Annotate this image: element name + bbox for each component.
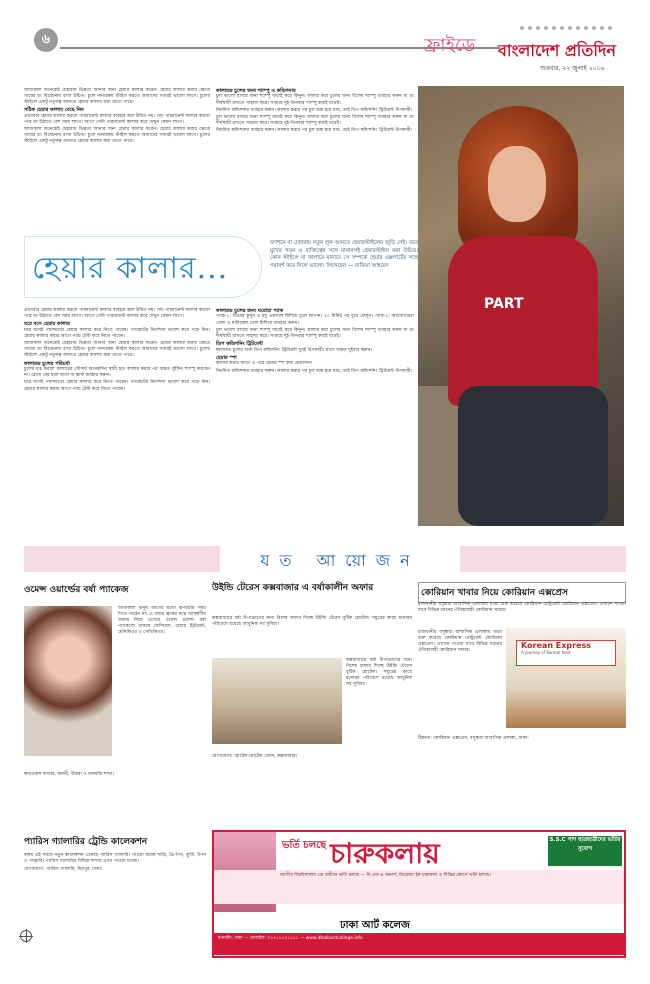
article-paragraph: ঘরে বসেই পছন্দমতো হেয়ার কালার করে নিতে পারেন। প্যাকেটের নির্দেশনা ভালো করে পড়ে নিন। হেয়ার কালার করার আগে প্যাচ টেস্ট করে নিতে পারেন।: [24, 380, 210, 392]
article-paragraph: চুল ভালো রাখার জন্য শ্যাম্পু যাচাই করে কিনুন। কালার করা চুলের জন্য বিশেষ শ্যাম্পু ব্যবহার করুন যা রং দীর্ঘস্থায়ী রাখতে সাহায্য করে। সপ্তাহে দুই-তিনবার শ্যাম্পু করাই যথেষ্ট।: [216, 94, 414, 106]
article-subheading: হেয়ার স্পা: [216, 354, 237, 361]
admission-info-strip: [214, 870, 624, 904]
decor-dots: [518, 24, 614, 32]
model-photo: [24, 606, 112, 756]
college-name: ঢাকা আর্ট কলেজ: [340, 920, 410, 931]
ad-title: উইন্ডি টেরেস কক্সবাজার এ বর্ষাকালীন অফার: [212, 583, 374, 593]
ad-title: কোরিয়ান খাবার নিয়ে কোরিয়ান এক্সপ্রেস: [418, 582, 626, 603]
article-paragraph: কালারড চুলের জন্য ডিপ কন্ডিশনিং ট্রিটমেন্ট খুবই উপকারী। মাসে অন্তত দুইবার করুন।: [216, 347, 372, 353]
article-paragraph: আজকাল অনেকেই চেহারায় ভিন্নতা আনার জন্য হেয়ার কালার করেন। হেয়ার কালার করার ক্ষেত্রে গায়ের রং বিবেচনায় রাখা উচিত। চুলে নানারকম স্টাইল করতে আমাদের সবারই ভালো লাগে। চুলের স্টাইলে একটু নতুনত্ব আনতে হেয়ার কালার করা যেতে পারে।: [24, 88, 210, 106]
restaurant-photo: [506, 628, 626, 728]
article-column-middle-bottom: [216, 308, 414, 376]
section-name: ফ্রাইডে: [424, 35, 476, 56]
ad-contact: কারওয়ান বাজার, বনানী, উত্তরা ও ধানমন্ডি শাখা।: [24, 772, 114, 777]
article-paragraph: নিয়মিত কন্ডিশনার ব্যবহার করুন। কালার করার পর চুল শুষ্ক হয়ে যায়, তাই ডিপ কন্ডিশনিং ট্রিটমেন্ট উপকারী।: [216, 368, 413, 374]
article-column-left-top: [24, 88, 210, 147]
ad-body: বর্ষায় এই সময়ে নতুন কালেকশন এনেছে প্যারিস গ্যালারি। পাওয়া যাচ্ছে শাড়ি, থ্রি-পিস, কুর্তি, টপস ও পাঞ্জাবি। প্যারিস গ্যালারির বিভিন্ন শাখায় এসব পাওয়া যাচ্ছে।: [24, 853, 206, 865]
article-paragraph: চুল ভালো রাখার জন্য শ্যাম্পু যাচাই করে কিনুন। কালার করা চুলের জন্য বিশেষ শ্যাম্পু ব্যবহার করুন যা রং দীর্ঘস্থায়ী রাখতে সাহায্য করে। সপ্তাহে দুই-তিনবার শ্যাম্পু করাই যথেষ্ট।: [216, 115, 414, 127]
ad-korean-express: [418, 582, 626, 822]
ad-body: কক্সবাজারে বর্ষা উপভোগের জন্য বিশেষ অফার দিচ্ছে উইন্ডি টেরেস বুটিক হোটেল। সমুদ্রের কাছে মনোরম পরিবেশে রয়েছে আধুনিক সব সুবিধা।: [346, 658, 412, 688]
newspaper-masthead: বাংলাদেশ প্রতিদিন: [498, 41, 616, 60]
ad-body: রাজধানীর বসুন্ধরা আবাসিক এলাকায় যাত্রা শুরু করেছে কোরিয়ান রেস্টুরেন্ট কোরিয়ান এক্সপ্রেস। এখানে পাওয়া যাবে বিভিন্ন ধরনের ঐতিহ্যবাহী কোরিয়ান খাবার।: [418, 630, 502, 654]
article-paragraph: চুল ভালো রাখার জন্য শ্যাম্পু যাচাই করে কিনুন। কালার করা চুলের জন্য বিশেষ শ্যাম্পু ব্যবহার করুন যা রং দীর্ঘস্থায়ী রাখতে সাহায্য করে। সপ্তাহে দুই-তিনবার শ্যাম্পু করাই যথেষ্ট।: [216, 327, 414, 339]
article-paragraph: কালার করার আগে ও পরে হেয়ার স্পা করা প্রয়োজন।: [216, 361, 313, 367]
hotel-room-photo: [212, 658, 342, 744]
registration-mark-icon: [20, 930, 32, 942]
article-paragraph: প্রথমবার হেয়ার কালার করলে পারমানেন্ট কালার ব্যবহার করা উচিত নয়। গাঢ় পারমানেন্ট কালার করলে পরে তা উঠাতে বেশ সময় লাগে। আগে সেমি পারমানেন্ট কালার করে দেখুন কেমন লাগে।: [24, 308, 210, 320]
charukola-title: চারুকলায়: [330, 837, 440, 870]
ad-contact: ঠিকানা: কোরিয়ান এক্সপ্রেস, বসুন্ধরা আবাসিক এলাকা, ঢাকা।: [418, 736, 529, 741]
article-paragraph: প্রথমবার হেয়ার কালার করলে পারমানেন্ট কালার ব্যবহার করা উচিত নয়। গাঢ় পারমানেন্ট কালার করলে পরে তা উঠাতে বেশ সময় লাগে। আগে সেমি পারমানেন্ট কালার করে দেখুন কেমন লাগে।: [24, 113, 210, 125]
article-column-middle-top: [216, 88, 414, 136]
article-paragraph: আজকাল অনেকেই চেহারায় ভিন্নতা আনার জন্য হেয়ার কালার করেন। হেয়ার কালার করার ক্ষেত্রে গায়ের রং বিবেচনায় রাখা উচিত। চুলে নানারকম স্টাইল করতে আমাদের সবারই ভালো লাগে। চুলের স্টাইলে একটু নতুনত্ব আনতে হেয়ার কালার করা যেতে পারে।: [24, 341, 210, 359]
article-paragraph: প্যাক-১: ডিমের কুসুম ও মধু একসঙ্গে মিশিয়ে চুলে লাগান। ২০ মিনিট পর ধুয়ে ফেলুন। প্যাক-২: অ্যালোভেরা জেল ও নারিকেল তেল মিশিয়ে ব্যবহার করুন।: [216, 314, 414, 326]
ad-windy-terrace: [212, 582, 412, 822]
ad-womens-world: [24, 582, 206, 822]
article-subheading: ঘরে বসে হেয়ার কালার: [24, 321, 70, 328]
restaurant-sign-sub: A journey of Korean food: [521, 650, 571, 655]
ad-title: প্যারিস গ্যালারির ট্রেন্ডি কালেকশন: [24, 837, 148, 847]
admission-info: জাতীয় বিশ্ববিদ্যালয় এর অধীনে ভর্তি চলছে — বি.এফ.এ অনার্স, ডিপ্লোমা ইন চারুকলা ও বিভিন্ন কোর্সে ভর্তি চলছে।: [280, 873, 491, 878]
article-paragraph: চুলের যত্ন করলে কালারের সৌন্দর্য অনেকদিন স্থায়ী হয়। কালার করার পর অন্তত দুইদিন শ্যাম্পু করবেন না। রোদে বের হলে ছাতা বা স্কার্ফ ব্যবহার করুন।: [24, 367, 210, 379]
model-photo: [418, 86, 624, 526]
article-column-left-bottom: [24, 308, 210, 394]
publication-date: শুক্রবার, ২২ জুলাই ২০১৬: [540, 65, 605, 72]
ad-contact: যোগাযোগ: হোটেল-মোটেল জোন, কক্সবাজার।: [212, 754, 298, 759]
section-banner-title: যত আয়োজন: [260, 551, 420, 570]
feature-intro: ফ্যাশনে বা চেহারায় নতুন লুক আনতে হেয়ারস্টাইলের জুড়ি নেই। তবে মুখের গড়ন ও ব্যক্তিত্বের সঙ্গে মানানসই হেয়ারস্টাইল করা উচিত। কোন স্টাইলে বা কালারে মানাবে সে সম্পর্কে হেয়ার এক্সপার্টের সঙ্গে পরামর্শ করে নিলে ভালো। লিখেছেন — রাফিয়া আহমেদ: [270, 240, 418, 269]
article-paragraph: আজকাল অনেকেই চেহারায় ভিন্নতা আনার জন্য হেয়ার কালার করেন। হেয়ার কালার করার ক্ষেত্রে গায়ের রং বিবেচনায় রাখা উচিত। চুলে নানারকম স্টাইল করতে আমাদের সবারই ভালো লাগে। চুলের স্টাইলে একটু নতুনত্ব আনতে হেয়ার কালার করা যেতে পারে।: [24, 127, 210, 145]
article-paragraph: ঘরে বসেই পছন্দমতো হেয়ার কালার করে নিতে পারেন। প্যাকেটের নির্দেশনা ভালো করে পড়ে নিন। হেয়ার কালার করার আগে প্যাচ টেস্ট করে নিতে পারেন।: [24, 327, 210, 339]
page-number: ৬: [34, 28, 58, 52]
article-subheading: কালারড চুলের পরিচর্যা: [24, 360, 70, 367]
article-subheading: কালারড চুলের জন্য শ্যাম্পু ও কন্ডিশনার: [216, 88, 296, 94]
ad-title: ওমেন্স ওয়ার্ল্ডের বর্ষা প্যাকেজ: [24, 585, 129, 595]
ssc-badge: S.S.C পাশ ছাত্রছাত্রীদের ভর্তির সুযোগ: [548, 836, 622, 866]
article-subheading: সঠিক হেয়ার কালার বেছে নিন: [24, 107, 84, 114]
article-subheading: কালারড চুলের জন্য ঘরোয়া প্যাক: [216, 308, 284, 314]
ad-body: আজকাল মানুষ আগের মতো রূপচর্চায় সময় দিতে পারেন না। এ সময়ে ত্বকের যত্নে আকর্ষণীয় অফার নিয়ে এসেছে ওমেন্স ওয়ার্ল্ড। বর্ষা প্যাকেজে থাকছে ফেসিয়াল, হেয়ার ট্রিটমেন্ট, মেনিকিওর ও পেডিকিওর।: [118, 606, 206, 636]
article-paragraph: নিয়মিত কন্ডিশনার ব্যবহার করুন। কালার করার পর চুল শুষ্ক হয়ে যায়, তাই ডিপ কন্ডিশনিং ট্রিটমেন্ট উপকারী।: [216, 107, 413, 113]
feature-title: হেয়ার কালার...: [32, 251, 229, 286]
ad-body: রাজধানীর বসুন্ধরা আবাসিক এলাকায় যাত্রা শুরু করেছে কোরিয়ান রেস্টুরেন্ট কোরিয়ান এক্সপ্রেস। এখানে পাওয়া যাবে বিভিন্ন ধরনের ঐতিহ্যবাহী কোরিয়ান খাবার।: [418, 602, 626, 614]
shirt-print: PART: [484, 296, 524, 312]
contact-footer-text: ধানমন্ডি, ঢাকা — মোবাইল: ০১৭১১১২১১১১ — www.dhakaartcollege.info: [218, 936, 363, 941]
admission-label: ভর্তি চলছে: [282, 840, 327, 851]
restaurant-sign: Korean Express: [521, 641, 592, 650]
article-subheading: ডিপ কন্ডিশনিং ট্রিটমেন্ট: [216, 341, 263, 348]
article-paragraph: নিয়মিত কন্ডিশনার ব্যবহার করুন। কালার করার পর চুল শুষ্ক হয়ে যায়, তাই ডিপ কন্ডিশনিং ট্রিটমেন্ট উপকারী।: [216, 128, 413, 134]
ad-body: কক্সবাজারে বর্ষা উপভোগের জন্য বিশেষ অফার দিচ্ছে উইন্ডি টেরেস বুটিক হোটেল। সমুদ্রের কাছে মনোরম পরিবেশে রয়েছে আধুনিক সব সুবিধা।: [212, 616, 412, 628]
ad-paris-gallery: [24, 834, 206, 954]
ad-contact: যোগাযোগ: প্যারিস গ্যালারি, মিরপুর, ঢাকা।: [24, 867, 103, 873]
